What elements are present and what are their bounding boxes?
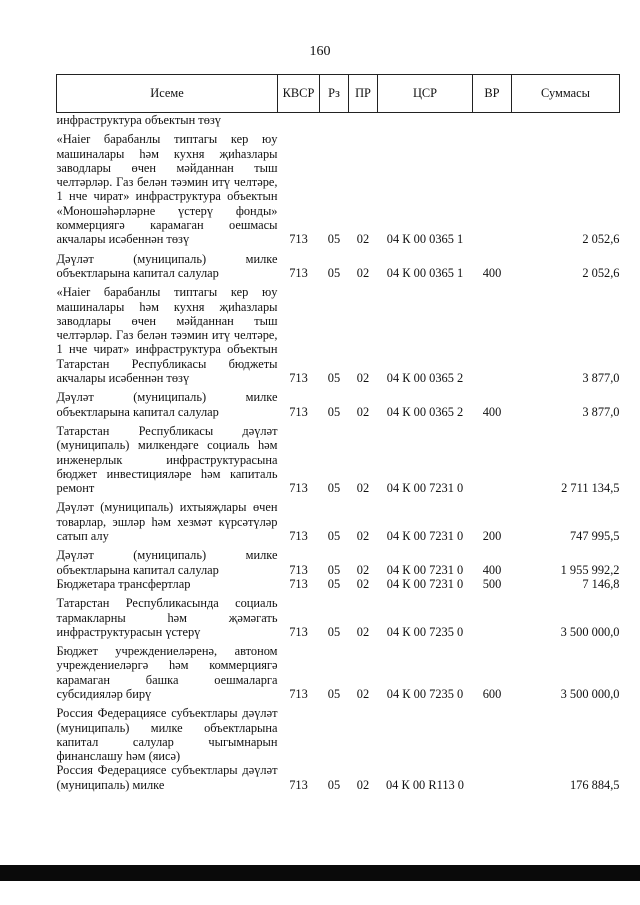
row-pr: 02 [356, 265, 370, 280]
row-name: Бюджет учреждениеләренә, автоном учреждениеләргә һәм коммерциягә карамаган башка оешмаларга субсидияләр бирү [56, 644, 278, 701]
row-vr: 500 [482, 576, 502, 591]
row-kvsr: 713 [289, 232, 308, 247]
table-row [57, 419, 620, 495]
row-name: «Haier барабанлы типтагы кер юу машиналары һәм кухня җиһазлары заводлары өчен мәйданнан тыш челтәрләр. Газ белән тәэмин итү челтәре, 1 нче чират» инфраструктура объектын «Моношәһәрләрне үстерү фонды» коммерциягә карамаган оешмасы акчалары исәбеннән төзү [56, 132, 278, 247]
row-pr: 02 [356, 232, 370, 247]
row-name: инфраструктура объектын төзү [56, 113, 221, 127]
table-row [57, 591, 620, 639]
row-pr: 02 [356, 371, 370, 386]
row-name: Россия Федерациясе субъектлары дәүләт (муниципаль) милке объектларына капитал салулар чыгымнарын финанслашу һәм (яисә) [56, 706, 278, 764]
scan-edge-bar [0, 865, 640, 881]
row-sum [512, 701, 620, 763]
row-rz: 05 [327, 232, 341, 247]
row-vr [473, 127, 512, 246]
page-number: 160 [309, 44, 331, 59]
row-vr [473, 280, 512, 385]
row-csr: 04 К 00 0365 2 [386, 404, 464, 419]
row-kvsr: 713 [289, 686, 308, 701]
row-csr: 04 К 00 R113 0 [385, 777, 465, 792]
row-sum: 3 877,0 [582, 404, 620, 419]
column-header-pr: ПР [349, 75, 378, 113]
row-pr: 02 [356, 529, 370, 544]
row-name: Татарстан Республикасы дәүләт (муниципаль) милкендәге социаль һәм инженерлык инфраструктурасына бюджет инвестицияләре һәм капиталь ремонт [56, 423, 278, 496]
row-rz: 05 [327, 265, 341, 280]
row-rz: 05 [327, 529, 341, 544]
row-vr: 600 [482, 686, 502, 701]
row-sum: 2 052,6 [582, 232, 620, 247]
row-name: Дәүләт (муниципаль) милке объектларына капитал салулар [56, 548, 278, 577]
row-sum: 3 500 000,0 [560, 686, 620, 701]
row-sum: 7 146,8 [582, 576, 620, 591]
row-pr [349, 113, 378, 128]
row-kvsr [278, 701, 320, 763]
row-csr [378, 701, 473, 763]
row-name: Россия Федерациясе субъектлары дәүләт (муниципаль) милке [56, 763, 278, 792]
row-pr: 02 [356, 562, 370, 577]
row-pr [349, 701, 378, 763]
row-rz: 05 [327, 686, 341, 701]
row-name: Дәүләт (муниципаль) ихтыяҗлары өчен товарлар, эшләр һәм хезмәт күрсәтүләр сатып алу [56, 500, 278, 544]
row-vr: 400 [482, 562, 502, 577]
table-row [57, 247, 620, 281]
row-pr: 02 [356, 686, 370, 701]
table-row [57, 639, 620, 701]
row-kvsr: 713 [289, 481, 308, 496]
row-kvsr: 713 [289, 624, 308, 639]
row-name: Дәүләт (муниципаль) милке объектларына капитал салулар [56, 251, 278, 280]
row-name: Дәүләт (муниципаль) милке объектларына капитал салулар [56, 390, 278, 419]
row-sum: 176 884,5 [569, 777, 620, 792]
row-vr [473, 701, 512, 763]
row-kvsr: 713 [289, 777, 308, 792]
row-kvsr [278, 113, 320, 128]
row-sum [512, 113, 620, 128]
table-row [57, 385, 620, 419]
budget-table [56, 74, 620, 792]
row-vr [473, 419, 512, 495]
row-kvsr: 713 [289, 265, 308, 280]
column-header-vr: ВР [473, 75, 512, 113]
row-csr: 04 К 00 7231 0 [386, 529, 464, 544]
table-row [57, 127, 620, 246]
row-name: «Haier барабанлы типтагы кер юу машиналары һәм кухня җиһазлары заводлары өчен мәйданнан тыш челтәрләр. Газ белән тәэмин итү челтәре, 1 нче чират» инфраструктура объектын Татарстан Республикасы бюджеты акчалары исәбеннән төзү [56, 285, 278, 386]
column-header-kvsr: КВСР [278, 75, 320, 113]
row-rz [320, 701, 349, 763]
column-header-sum: Суммасы [512, 75, 620, 113]
row-vr [473, 591, 512, 639]
row-sum: 2 052,6 [582, 265, 620, 280]
row-pr: 02 [356, 777, 370, 792]
row-kvsr: 713 [289, 562, 308, 577]
row-csr: 04 К 00 0365 1 [386, 265, 464, 280]
row-vr [473, 763, 512, 792]
row-name: Татарстан Республикасында социаль тармакларны һәм җәмәгать инфраструктурасын үстерү [56, 596, 278, 639]
row-pr: 02 [356, 404, 370, 419]
row-csr [378, 113, 473, 128]
row-sum: 1 955 992,2 [560, 562, 620, 577]
row-rz: 05 [327, 777, 341, 792]
row-csr: 04 К 00 0365 2 [386, 371, 464, 386]
row-name: Бюджетара трансфертлар [56, 576, 191, 591]
row-rz: 05 [327, 624, 341, 639]
row-rz: 05 [327, 576, 341, 591]
row-vr: 400 [482, 265, 502, 280]
row-sum: 3 500 000,0 [560, 624, 620, 639]
row-csr: 04 К 00 7231 0 [386, 562, 464, 577]
row-pr: 02 [356, 576, 370, 591]
table-row [57, 543, 620, 577]
table-row [57, 763, 620, 792]
row-rz [320, 113, 349, 128]
table-row [57, 280, 620, 385]
column-header-name: Исеме [57, 75, 278, 113]
row-csr: 04 К 00 7235 0 [386, 624, 464, 639]
row-rz: 05 [327, 562, 341, 577]
table-row [57, 577, 620, 591]
row-pr: 02 [356, 624, 370, 639]
table-header-row [57, 75, 620, 113]
table-row [57, 113, 620, 128]
row-kvsr: 713 [289, 576, 308, 591]
column-header-rz: Рз [320, 75, 349, 113]
row-csr: 04 К 00 7235 0 [386, 686, 464, 701]
row-vr [473, 113, 512, 128]
row-vr: 200 [482, 529, 502, 544]
row-rz: 05 [327, 404, 341, 419]
row-csr: 04 К 00 0365 1 [386, 232, 464, 247]
row-vr: 400 [482, 404, 502, 419]
row-kvsr: 713 [289, 371, 308, 386]
row-kvsr: 713 [289, 529, 308, 544]
row-pr: 02 [356, 481, 370, 496]
row-kvsr: 713 [289, 404, 308, 419]
row-sum: 747 995,5 [569, 529, 620, 544]
table-row [57, 495, 620, 543]
row-rz: 05 [327, 481, 341, 496]
row-csr: 04 К 00 7231 0 [386, 481, 464, 496]
row-sum: 3 877,0 [582, 371, 620, 386]
row-csr: 04 К 00 7231 0 [386, 576, 464, 591]
row-sum: 2 711 134,5 [561, 481, 620, 496]
column-header-csr: ЦСР [378, 75, 473, 113]
table-row [57, 701, 620, 763]
row-rz: 05 [327, 371, 341, 386]
